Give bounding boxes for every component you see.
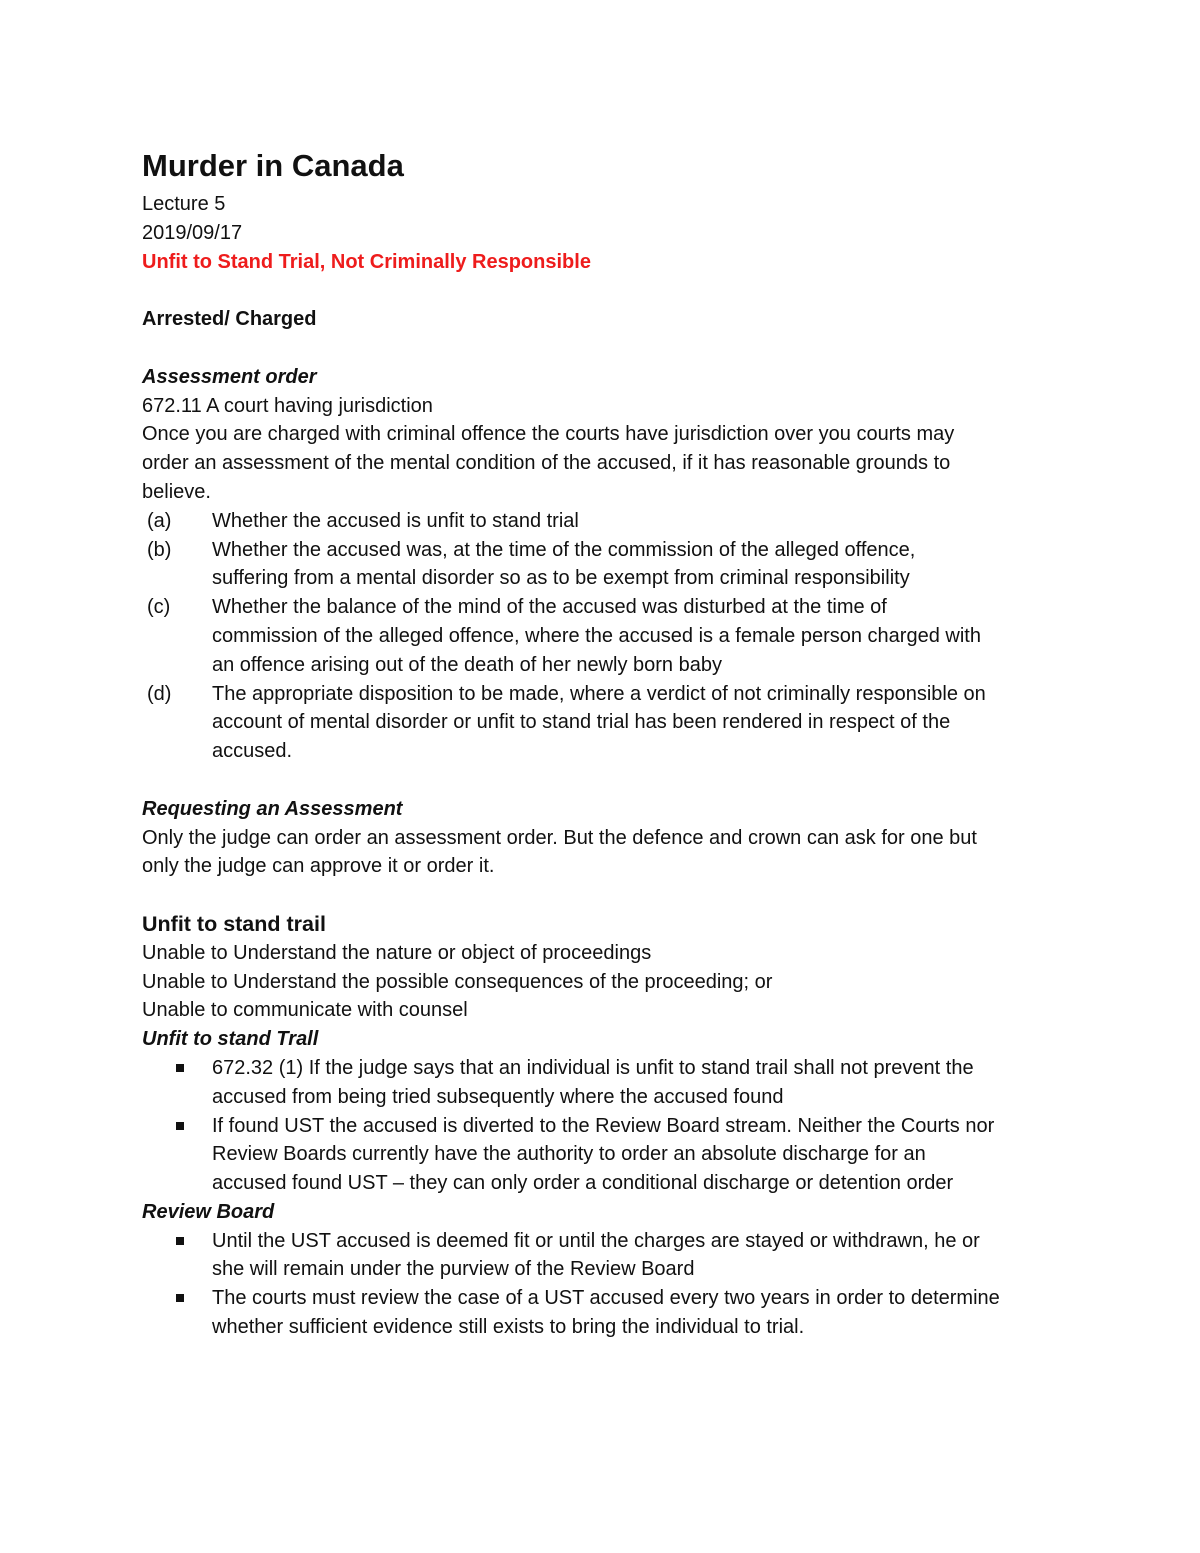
list-item-line: Whether the accused was, at the time of the commission of the alleged offence,: [212, 538, 916, 561]
bullet-line: accused found UST – they can only order a conditional discharge or detention order: [212, 1172, 954, 1195]
list-item: [142, 507, 1080, 536]
document-title: Murder in Canada: [142, 148, 404, 183]
bullet-line: If found UST the accused is diverted to the Review Board stream. Neither the Courts nor: [212, 1114, 995, 1137]
list-item: [142, 536, 1080, 594]
requesting-heading: Requesting an Assessment: [142, 797, 403, 820]
spacer: [142, 276, 1080, 305]
list-item-line: account of mental disorder or unfit to stand trial has been rendered in respect of the: [212, 711, 951, 734]
assessment-intro-line: Once you are charged with criminal offence the courts have jurisdiction over you courts may: [142, 423, 955, 446]
bullet-line: Review Boards currently have the authority to order an absolute discharge for an: [212, 1143, 926, 1166]
spacer: [142, 334, 1080, 363]
assessment-heading: Assessment order: [142, 365, 317, 388]
square-bullet-icon: [176, 1294, 184, 1302]
bullet-item: [142, 1054, 1080, 1112]
bullet-line: whether sufficient evidence still exists to bring the individual to trial.: [212, 1316, 805, 1339]
list-item-line: an offence arising out of the death of her newly born baby: [212, 653, 722, 676]
bullet-line: accused from being tried subsequently where the accused found: [212, 1085, 784, 1108]
assessment-section-ref: 672.11 A court having jurisdiction: [142, 394, 433, 417]
bullet-line: The courts must review the case of a UST accused every two years in order to determine: [212, 1287, 1000, 1310]
lecture-subtitle: Unfit to Stand Trial, Not Criminally Responsible: [142, 250, 591, 273]
section-arrested-heading: Arrested/ Charged: [142, 308, 317, 331]
bullet-item: [142, 1227, 1080, 1285]
requesting-line: only the judge can approve it or order it.: [142, 855, 495, 878]
assessment-intro-line: believe.: [142, 480, 211, 503]
unfit-line: Unable to Understand the possible consequences of the proceeding; or: [142, 970, 773, 993]
unfit-bullet-list: [142, 1054, 1080, 1198]
bullet-line: 672.32 (1) If the judge says that an individual is unfit to stand trail shall not prevent the: [212, 1056, 974, 1079]
unfit-line: Unable to communicate with counsel: [142, 999, 468, 1022]
lecture-label: Lecture 5: [142, 193, 226, 215]
list-item-line: commission of the alleged offence, where the accused is a female person charged with: [212, 624, 981, 647]
assessment-intro-line: order an assessment of the mental condition of the accused, if it has reasonable grounds to: [142, 452, 951, 475]
list-item: [142, 593, 1080, 679]
assessment-list: [142, 507, 1080, 766]
list-marker: (a): [147, 509, 172, 532]
list-item-line: Whether the balance of the mind of the accused was disturbed at the time of: [212, 596, 887, 619]
list-item-line: accused.: [212, 740, 293, 763]
square-bullet-icon: [176, 1122, 184, 1130]
unfit-subheading: Unfit to stand Trall: [142, 1028, 319, 1051]
list-item-line: suffering from a mental disorder so as to be exempt from criminal responsibility: [212, 567, 910, 590]
list-marker: (c): [147, 596, 171, 619]
unfit-line: Unable to Understand the nature or object of proceedings: [142, 941, 652, 964]
bullet-item: [142, 1284, 1080, 1342]
bullet-line: she will remain under the purview of the Review Board: [212, 1258, 695, 1281]
requesting-line: Only the judge can order an assessment order. But the defence and crown can ask for one but: [142, 826, 977, 849]
list-marker: (d): [147, 682, 172, 705]
square-bullet-icon: [176, 1237, 184, 1245]
review-board-heading: Review Board: [142, 1200, 275, 1223]
lecture-date: 2019/09/17: [142, 221, 243, 244]
list-item-line: The appropriate disposition to be made, where a verdict of not criminally responsible on: [212, 682, 986, 705]
list-item-line: Whether the accused is unfit to stand trial: [212, 509, 579, 532]
list-marker: (b): [147, 538, 172, 561]
spacer: [142, 766, 1080, 795]
bullet-item: [142, 1112, 1080, 1198]
review-bullet-list: [142, 1227, 1080, 1342]
spacer: [142, 881, 1080, 910]
bullet-line: Until the UST accused is deemed fit or until the charges are stayed or withdrawn, he or: [212, 1229, 980, 1252]
unfit-heading: Unfit to stand trail: [142, 911, 326, 936]
square-bullet-icon: [176, 1064, 184, 1072]
list-item: [142, 680, 1080, 766]
